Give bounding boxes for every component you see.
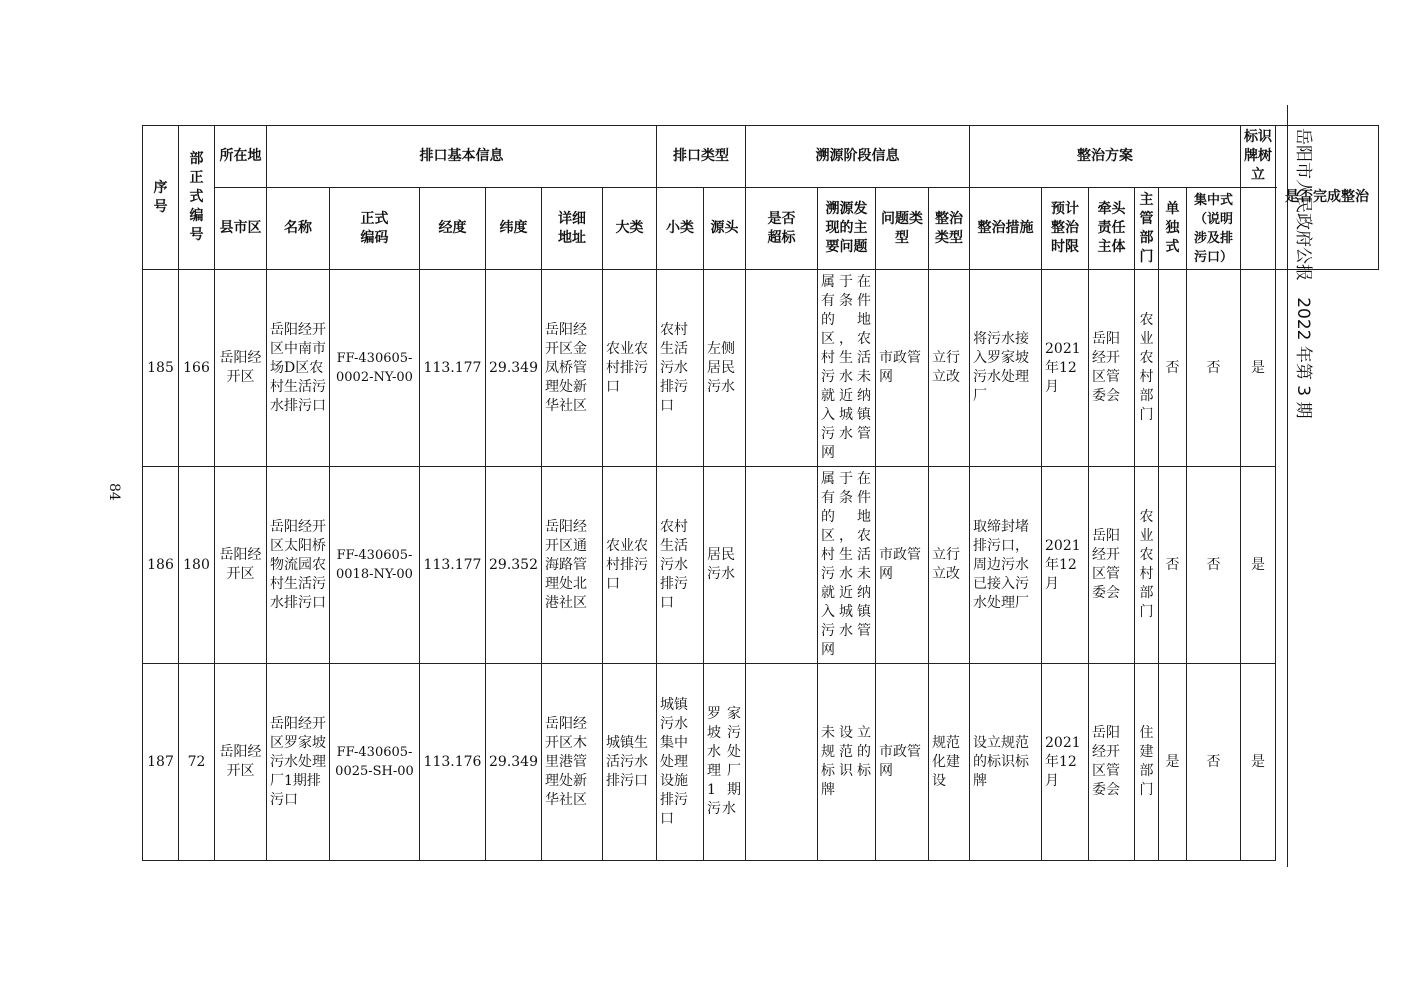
col-location: 所在地	[215, 126, 267, 188]
cell-seq: 185	[143, 270, 179, 467]
cell-name: 岳阳经开区罗家坡污水处理厂1期排污口	[267, 664, 330, 861]
cell-single: 否	[1159, 270, 1187, 467]
cell-exceed	[746, 664, 818, 861]
col-lat: 纬度	[486, 188, 542, 270]
cell-completed: 是	[1241, 664, 1276, 861]
col-code: 正式编码	[330, 188, 420, 270]
cell-source: 居民污水	[704, 467, 746, 664]
group-plan: 整治方案	[970, 126, 1241, 188]
cell-dept: 农业农村部门	[1135, 467, 1159, 664]
cell-county: 岳阳经开区	[215, 467, 267, 664]
col-minor: 小类	[657, 188, 704, 270]
cell-problem: 未设立规范的标识标牌	[818, 664, 876, 861]
col-central: 集中式（说明涉及排污口）	[1187, 188, 1241, 270]
cell-address: 岳阳经开区木里港管理处新华社区	[542, 664, 603, 861]
cell-lat: 29.349	[486, 664, 542, 861]
col-formal-no: 部正式编号	[179, 126, 215, 270]
col-lng: 经度	[420, 188, 486, 270]
cell-seq: 187	[143, 664, 179, 861]
cell-major: 城镇生活污水排污口	[603, 664, 657, 861]
cell-lng: 113.177	[420, 270, 486, 467]
cell-ptype: 市政管网	[876, 664, 929, 861]
cell-ptype: 市政管网	[876, 467, 929, 664]
cell-source: 左侧居民污水	[704, 270, 746, 467]
cell-rtype: 立行立改	[929, 467, 970, 664]
group-sign: 标识牌树立	[1241, 126, 1276, 188]
table-row	[143, 664, 1379, 861]
cell-rtype: 立行立改	[929, 270, 970, 467]
cell-minor: 农村生活污水排污口	[657, 467, 704, 664]
group-outlet-type: 排口类型	[657, 126, 746, 188]
cell-rtype: 规范化建设	[929, 664, 970, 861]
group-outlet-info: 排口基本信息	[267, 126, 657, 188]
cell-formal-no: 180	[179, 467, 215, 664]
col-name: 名称	[267, 188, 330, 270]
cell-address: 岳阳经开区金凤桥管理处新华社区	[542, 270, 603, 467]
cell-deadline: 2021年12月	[1042, 664, 1089, 861]
cell-county: 岳阳经开区	[215, 664, 267, 861]
cell-source: 罗家坡污水处理厂1期污水	[704, 664, 746, 861]
cell-single: 否	[1159, 467, 1187, 664]
cell-formal-no: 166	[179, 270, 215, 467]
col-county: 县市区	[215, 188, 267, 270]
cell-major: 农业农村排污口	[603, 467, 657, 664]
cell-measure: 取缔封堵排污口，周边污水已接入污水处理厂	[970, 467, 1042, 664]
col-source: 源头	[704, 188, 746, 270]
col-address: 详细地址	[542, 188, 603, 270]
col-ptype: 问题类型	[876, 188, 929, 270]
col-seq: 序号	[143, 126, 179, 270]
cell-exceed	[746, 467, 818, 664]
cell-code: FF-430605-0025-SH-00	[330, 664, 420, 861]
cell-dept: 农业农村部门	[1135, 270, 1159, 467]
col-exceed: 是否超标	[746, 188, 818, 270]
col-dept: 主管部门	[1135, 188, 1159, 270]
cell-lng: 113.177	[420, 467, 486, 664]
cell-central: 否	[1187, 664, 1241, 861]
cell-code: FF-430605-0018-NY-00	[330, 467, 420, 664]
col-measure: 整治措施	[970, 188, 1042, 270]
cell-lat: 29.349	[486, 270, 542, 467]
cell-dept: 住建部门	[1135, 664, 1159, 861]
cell-minor: 农村生活污水排污口	[657, 270, 704, 467]
cell-central: 否	[1187, 270, 1241, 467]
cell-problem: 属于在有条件的地区，农村生活污水未就近纳入城镇污水管网	[818, 467, 876, 664]
col-deadline: 预计整治时限	[1042, 188, 1089, 270]
cell-lng: 113.176	[420, 664, 486, 861]
cell-measure: 将污水接入罗家坡污水处理厂	[970, 270, 1042, 467]
table-row	[143, 467, 1379, 664]
cell-lead: 岳阳经开区管委会	[1089, 664, 1135, 861]
journal-issue: 2022 年第 3 期	[1293, 297, 1313, 419]
cell-formal-no: 72	[179, 664, 215, 861]
col-lead: 牵头责任主体	[1089, 188, 1135, 270]
cell-deadline: 2021年12月	[1042, 270, 1089, 467]
group-trace: 溯源阶段信息	[746, 126, 970, 188]
cell-name: 岳阳经开区太阳桥物流园农村生活污水排污口	[267, 467, 330, 664]
table-row	[143, 270, 1379, 467]
page-number: 84	[106, 483, 122, 501]
cell-problem: 属于在有条件的地区，农村生活污水未就近纳入城镇污水管网	[818, 270, 876, 467]
cell-completed: 是	[1241, 270, 1276, 467]
cell-measure: 设立规范的标识标牌	[970, 664, 1042, 861]
cell-exceed	[746, 270, 818, 467]
journal-title: 岳阳市人民政府公报	[1293, 128, 1313, 281]
cell-completed: 是	[1241, 467, 1276, 664]
outlet-table	[142, 125, 1379, 861]
cell-lead: 岳阳经开区管委会	[1089, 270, 1135, 467]
col-single: 单独式	[1159, 188, 1187, 270]
cell-lat: 29.352	[486, 467, 542, 664]
cell-address: 岳阳经开区通海路管理处北港社区	[542, 467, 603, 664]
cell-ptype: 市政管网	[876, 270, 929, 467]
col-major: 大类	[603, 188, 657, 270]
cell-lead: 岳阳经开区管委会	[1089, 467, 1135, 664]
cell-name: 岳阳经开区中南市场D区农村生活污水排污口	[267, 270, 330, 467]
cell-county: 岳阳经开区	[215, 270, 267, 467]
col-rtype: 整治类型	[929, 188, 970, 270]
cell-minor: 城镇污水集中处理设施排污口	[657, 664, 704, 861]
cell-code: FF-430605-0002-NY-00	[330, 270, 420, 467]
cell-single: 是	[1159, 664, 1187, 861]
col-problem: 溯源发现的主要问题	[818, 188, 876, 270]
cell-deadline: 2021年12月	[1042, 467, 1089, 664]
cell-major: 农业农村排污口	[603, 270, 657, 467]
col-completed: 是否完成整治	[1276, 126, 1379, 270]
cell-central: 否	[1187, 467, 1241, 664]
cell-seq: 186	[143, 467, 179, 664]
